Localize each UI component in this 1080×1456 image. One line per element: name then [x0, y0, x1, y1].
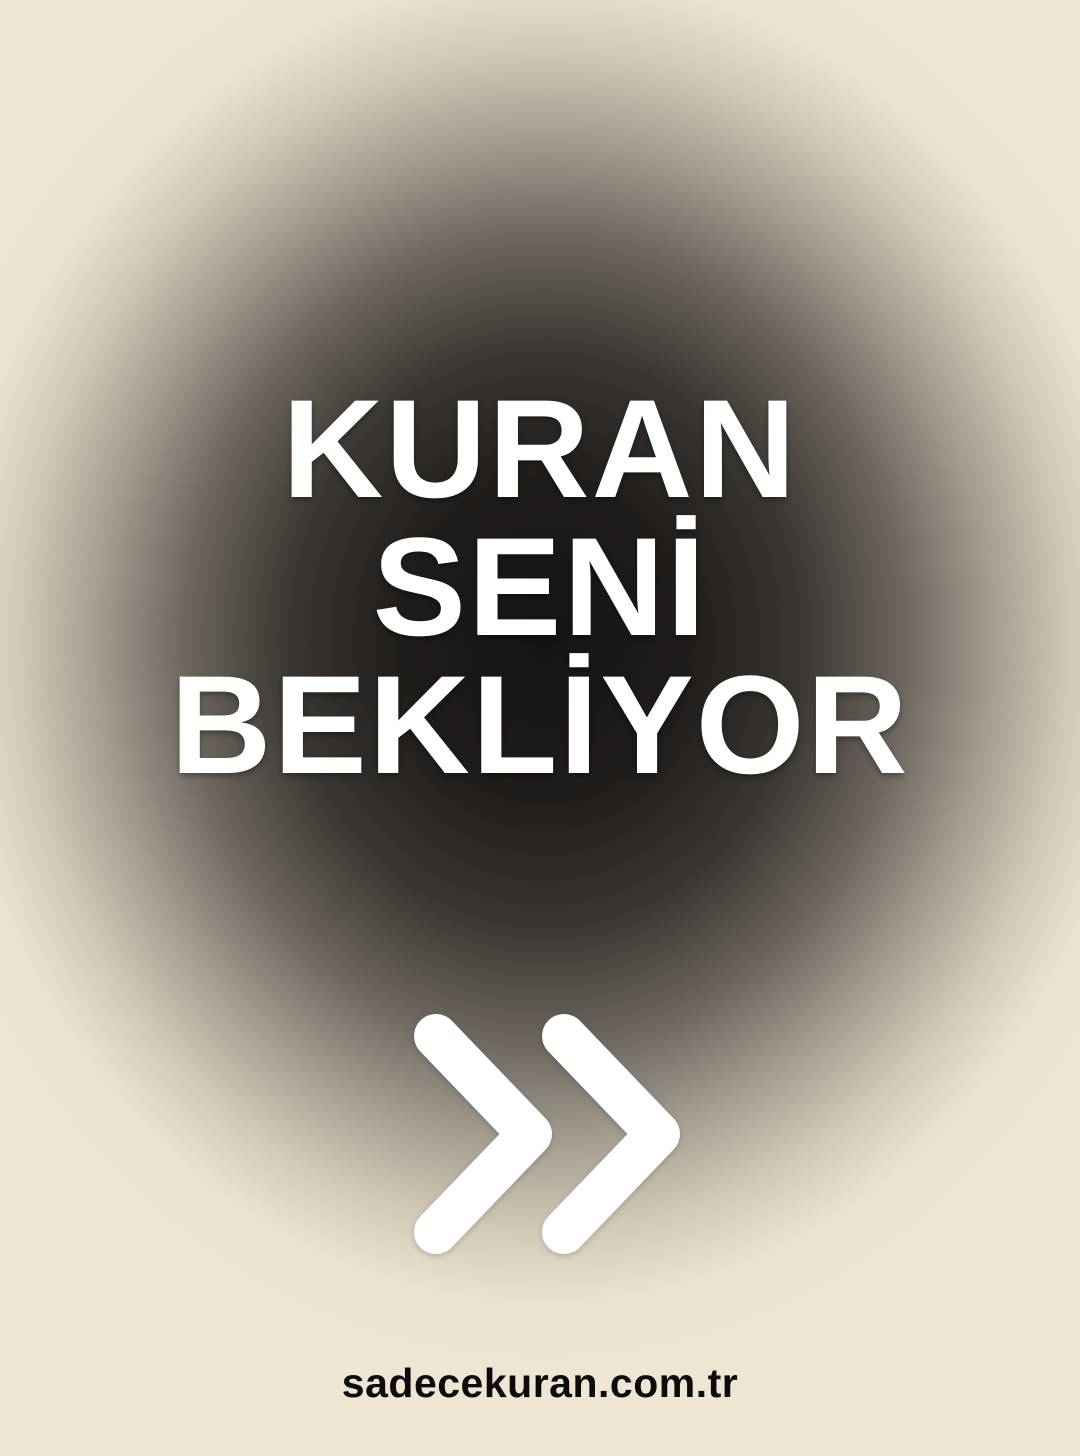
- double-chevron-right-icon[interactable]: [400, 1000, 700, 1270]
- headline-line-2: SENİ: [372, 508, 708, 665]
- headline-line-3: BEKLİYOR: [170, 646, 910, 803]
- headline: [0, 370, 1080, 803]
- chevron-left-part: [436, 1036, 530, 1232]
- headline-line-1: KURAN: [282, 370, 798, 527]
- chevron-right-part: [564, 1036, 658, 1232]
- website-link[interactable]: sadecekuran.com.tr: [341, 1360, 739, 1406]
